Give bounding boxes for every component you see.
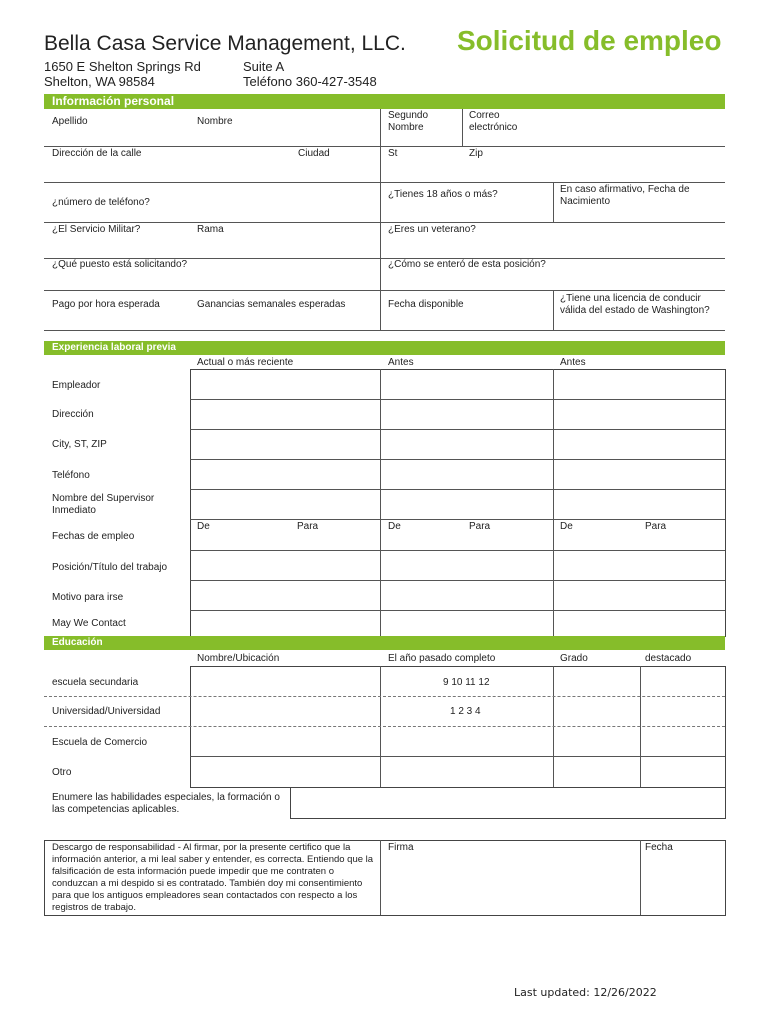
address-line1: 1650 E Shelton Springs Rd — [44, 59, 201, 74]
input-personal-name-row[interactable] — [44, 109, 725, 146]
row-posicion: Posición/Título del trabajo — [52, 562, 168, 573]
col-destacado: destacado — [645, 653, 692, 664]
row-direccion: Dirección — [52, 409, 94, 420]
label-para-3: Para — [645, 521, 667, 532]
input-fecha[interactable] — [644, 856, 720, 912]
disclaimer-text: Descargo de responsabilidad - Al firmar, por la presente certifico que la información anterior, a mi leal saber y entender, es correcta. Entiendo que la falsificación de esta información puede impedir que me contraten o conduzcan a mi despido si es contratado. También doy mi consentimiento para que los antiguos empleadores sean contactados con respecto a los registros de trabajo. — [52, 842, 374, 913]
col-ano-completo: El año pasado completo — [388, 653, 496, 664]
col-antes-2: Antes — [560, 357, 586, 368]
col-actual: Actual o más reciente — [197, 357, 294, 368]
company-phone: Teléfono 360-427-3548 — [243, 74, 377, 89]
suite: Suite A — [243, 59, 285, 74]
row-motivo: Motivo para irse — [52, 592, 124, 603]
label-para-1: Para — [297, 521, 319, 532]
secundaria-years[interactable]: 9 10 11 12 — [443, 677, 490, 688]
row-telefono: Teléfono — [52, 470, 90, 481]
row-comercio: Escuela de Comercio — [52, 737, 148, 748]
section-personal: Información personal — [44, 94, 725, 109]
row-fechas: Fechas de empleo — [52, 531, 135, 542]
label-zip: Zip — [469, 148, 483, 159]
label-fecha-nacimiento: En caso afirmativo, Fecha de Nacimiento — [560, 184, 690, 207]
col-nombre-ubicacion: Nombre/Ubicación — [197, 653, 280, 664]
section-education: Educación — [44, 636, 725, 650]
label-fecha: Fecha — [645, 842, 673, 853]
label-apellido: Apellido — [52, 116, 88, 127]
label-firma: Firma — [388, 842, 414, 853]
label-de-1: De — [197, 521, 210, 532]
label-telefono: ¿número de teléfono? — [52, 197, 150, 208]
row-supervisor: Nombre del Supervisor Inmediato — [52, 493, 155, 516]
row-city-st-zip: City, ST, ZIP — [52, 439, 107, 450]
label-licencia: ¿Tiene una licencia de conducir válida del estado de Washington? — [560, 293, 710, 316]
label-habilidades: Enumere las habilidades especiales, la formación o las competencias aplicables. — [52, 792, 280, 815]
row-empleador: Empleador — [52, 380, 101, 391]
col-antes-1: Antes — [388, 357, 414, 368]
col-grado: Grado — [560, 653, 588, 664]
address-line2: Shelton, WA 98584 — [44, 74, 155, 89]
label-direccion: Dirección de la calle — [52, 148, 142, 159]
section-experience: Experiencia laboral previa — [44, 341, 725, 355]
label-pago-hora: Pago por hora esperada — [52, 299, 160, 310]
label-para-2: Para — [469, 521, 491, 532]
label-ciudad: Ciudad — [298, 148, 330, 159]
label-fecha-disponible: Fecha disponible — [388, 299, 464, 310]
label-rama: Rama — [197, 224, 224, 235]
label-como-entero: ¿Cómo se enteró de esta posición? — [388, 259, 546, 270]
row-secundaria: escuela secundaria — [52, 677, 139, 688]
label-puesto: ¿Qué puesto está solicitando? — [52, 259, 188, 270]
last-updated: Last updated: 12/26/2022 — [514, 986, 657, 999]
label-ganancias: Ganancias semanales esperadas — [197, 299, 346, 310]
row-otro: Otro — [52, 767, 72, 778]
universidad-years[interactable]: 1 2 3 4 — [450, 706, 481, 717]
label-veterano: ¿Eres un veterano? — [388, 224, 476, 235]
experience-table[interactable] — [190, 369, 726, 637]
form-title: Solicitud de empleo — [457, 25, 722, 56]
row-universidad: Universidad/Universidad — [52, 706, 161, 717]
input-firma[interactable] — [384, 856, 636, 912]
label-nombre: Nombre — [197, 116, 233, 127]
label-de-2: De — [388, 521, 401, 532]
label-tienes18: ¿Tienes 18 años o más? — [388, 189, 498, 200]
label-segundo-nombre: Segundo Nombre — [388, 110, 429, 133]
input-habilidades[interactable] — [290, 787, 726, 819]
label-servicio-militar: ¿El Servicio Militar? — [52, 224, 141, 235]
label-st: St — [388, 148, 398, 159]
label-de-3: De — [560, 521, 573, 532]
row-may-contact: May We Contact — [52, 618, 126, 629]
label-correo: Correo electrónico — [469, 110, 518, 133]
company-name: Bella Casa Service Management, LLC. — [44, 32, 406, 55]
